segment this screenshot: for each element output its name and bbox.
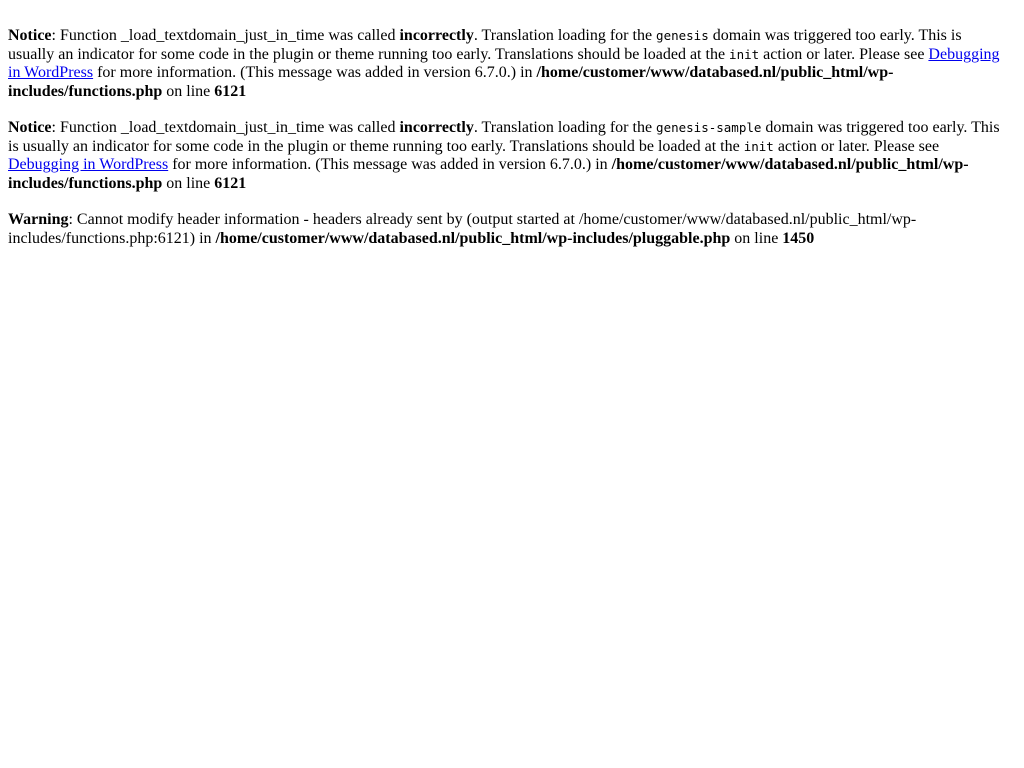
warning-text: on line: [730, 229, 783, 247]
notice-emphasis: incorrectly: [399, 119, 474, 136]
file-path: /home/customer/www/databased.nl/public_html/wp-includes/functions.php: [8, 156, 969, 192]
notice-text: on line: [162, 174, 215, 192]
warning-text: : Cannot modify header information - headers already sent by (output started at /home/customer/www/databased.nl/public_html/wp-includes/functions.php:6121) in: [8, 211, 917, 247]
notice-message-genesis: [8, 27, 1000, 101]
notice-text: domain was triggered too early. This is usually an indicator for some code in the plugin or theme running too early. Translations should be loaded at the: [8, 119, 1000, 155]
notice-label: Notice: [8, 27, 52, 44]
warning-message: [8, 211, 1000, 248]
notice-text: on line: [162, 82, 215, 100]
text-domain-code: genesis-sample: [656, 120, 762, 135]
text-domain-code: genesis: [656, 28, 709, 43]
line-number: 6121: [214, 174, 247, 192]
line-number: 1450: [782, 229, 815, 247]
notice-text: for more information. (This message was added in version 6.7.0.) in: [93, 64, 537, 81]
notice-text: action or later. Please see: [773, 137, 940, 155]
notice-message-genesis-sample: [8, 119, 1000, 193]
warning-label: Warning: [8, 211, 69, 228]
file-path: /home/customer/www/databased.nl/public_html/wp-includes/pluggable.php: [215, 229, 731, 247]
debugging-link[interactable]: Debugging in WordPress: [8, 45, 1000, 81]
line-number: 6121: [214, 82, 247, 100]
init-code: init: [743, 138, 774, 154]
debugging-link[interactable]: Debugging in WordPress: [8, 156, 169, 173]
notice-text: : Function _load_textdomain_just_in_time was called: [51, 27, 400, 44]
notice-text: domain was triggered too early. This is usually an indicator for some code in the plugin or theme running too early. Translations should be loaded at the: [8, 27, 962, 63]
notice-text: for more information. (This message was added in version 6.7.0.) in: [168, 156, 612, 173]
file-path: /home/customer/www/databased.nl/public_html/wp-includes/functions.php: [8, 64, 894, 100]
notice-text: action or later. Please see: [759, 45, 929, 63]
notice-label: Notice: [8, 119, 52, 136]
notice-text: . Translation loading for the: [473, 119, 657, 136]
notice-text: . Translation loading for the: [473, 27, 657, 44]
php-error-output: [0, 0, 1008, 248]
notice-text: : Function _load_textdomain_just_in_time was called: [51, 119, 400, 136]
init-code: init: [729, 46, 760, 62]
notice-emphasis: incorrectly: [399, 27, 474, 44]
